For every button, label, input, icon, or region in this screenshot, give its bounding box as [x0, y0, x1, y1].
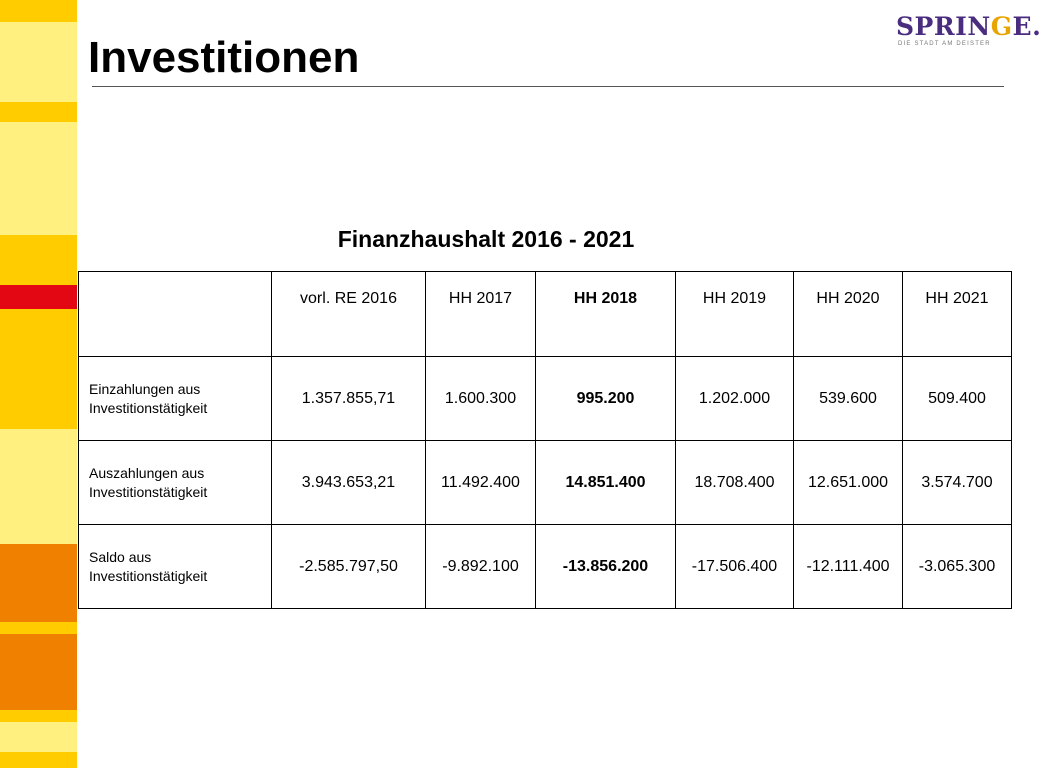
- table-cell: 3.943.653,21: [272, 441, 426, 525]
- column-header-hh2021: HH 2021: [903, 272, 1012, 357]
- table-row: [79, 441, 1012, 525]
- table-cell: -17.506.400: [676, 525, 794, 609]
- table-cell: 1.202.000: [676, 357, 794, 441]
- title-divider: [92, 86, 1004, 87]
- band-segment: [0, 710, 77, 722]
- logo-tagline: DIE STADT AM DEISTER: [898, 41, 991, 47]
- table-cell: 14.851.400: [536, 441, 676, 525]
- logo-word-main: SPRIN: [896, 12, 991, 41]
- logo-wordmark: [896, 14, 1041, 39]
- table-cell: -12.111.400: [794, 525, 903, 609]
- table-title: Finanzhaushalt 2016 - 2021: [337, 226, 635, 252]
- band-segment: [0, 752, 77, 768]
- page-title: Investitionen: [88, 33, 360, 82]
- table-cell: 1.600.300: [426, 357, 536, 441]
- band-segment: [0, 285, 77, 309]
- band-segment: [0, 634, 77, 710]
- table-row: [79, 525, 1012, 609]
- column-header-hh2018: HH 2018: [536, 272, 676, 357]
- band-segment: [0, 102, 77, 122]
- table-cell: -13.856.200: [536, 525, 676, 609]
- springe-logo: [896, 12, 1041, 54]
- band-segment: [0, 544, 77, 622]
- logo-word-end: E.: [1012, 12, 1041, 41]
- table-row: [79, 357, 1012, 441]
- column-header-re2016: vorl. RE 2016: [272, 272, 426, 357]
- column-header-hh2017: HH 2017: [426, 272, 536, 357]
- table-cell: -3.065.300: [903, 525, 1012, 609]
- row-label: [79, 441, 272, 525]
- sidebar-color-band: [0, 0, 77, 768]
- finance-table: [78, 271, 1012, 609]
- table-cell: -9.892.100: [426, 525, 536, 609]
- band-segment: [0, 309, 77, 429]
- band-segment: [0, 722, 77, 752]
- row-label-line1: Saldo aus: [89, 548, 152, 565]
- table-cell: 18.708.400: [676, 441, 794, 525]
- band-segment: [0, 429, 77, 544]
- row-label-line2: Investitionstätigkeit: [89, 483, 208, 500]
- logo-word-accent: G: [990, 12, 1013, 41]
- table-cell: 1.357.855,71: [272, 357, 426, 441]
- row-label: [79, 525, 272, 609]
- row-label-line2: Investitionstätigkeit: [89, 567, 208, 584]
- column-header-empty: [79, 272, 272, 357]
- table-cell: 11.492.400: [426, 441, 536, 525]
- band-segment: [0, 122, 77, 235]
- column-header-hh2020: HH 2020: [794, 272, 903, 357]
- row-label-line1: Einzahlungen aus: [89, 380, 201, 397]
- table-cell: -2.585.797,50: [272, 525, 426, 609]
- row-label: [79, 357, 272, 441]
- column-header-hh2019: HH 2019: [676, 272, 794, 357]
- table-cell: 995.200: [536, 357, 676, 441]
- band-segment: [0, 22, 77, 102]
- row-label-line2: Investitionstätigkeit: [89, 399, 208, 416]
- table-cell: 539.600: [794, 357, 903, 441]
- table-cell: 3.574.700: [903, 441, 1012, 525]
- band-segment: [0, 622, 77, 634]
- table-cell: 12.651.000: [794, 441, 903, 525]
- table-cell: 509.400: [903, 357, 1012, 441]
- row-label-line1: Auszahlungen aus: [89, 464, 205, 481]
- table-header-row: [79, 272, 1012, 357]
- band-segment: [0, 0, 77, 22]
